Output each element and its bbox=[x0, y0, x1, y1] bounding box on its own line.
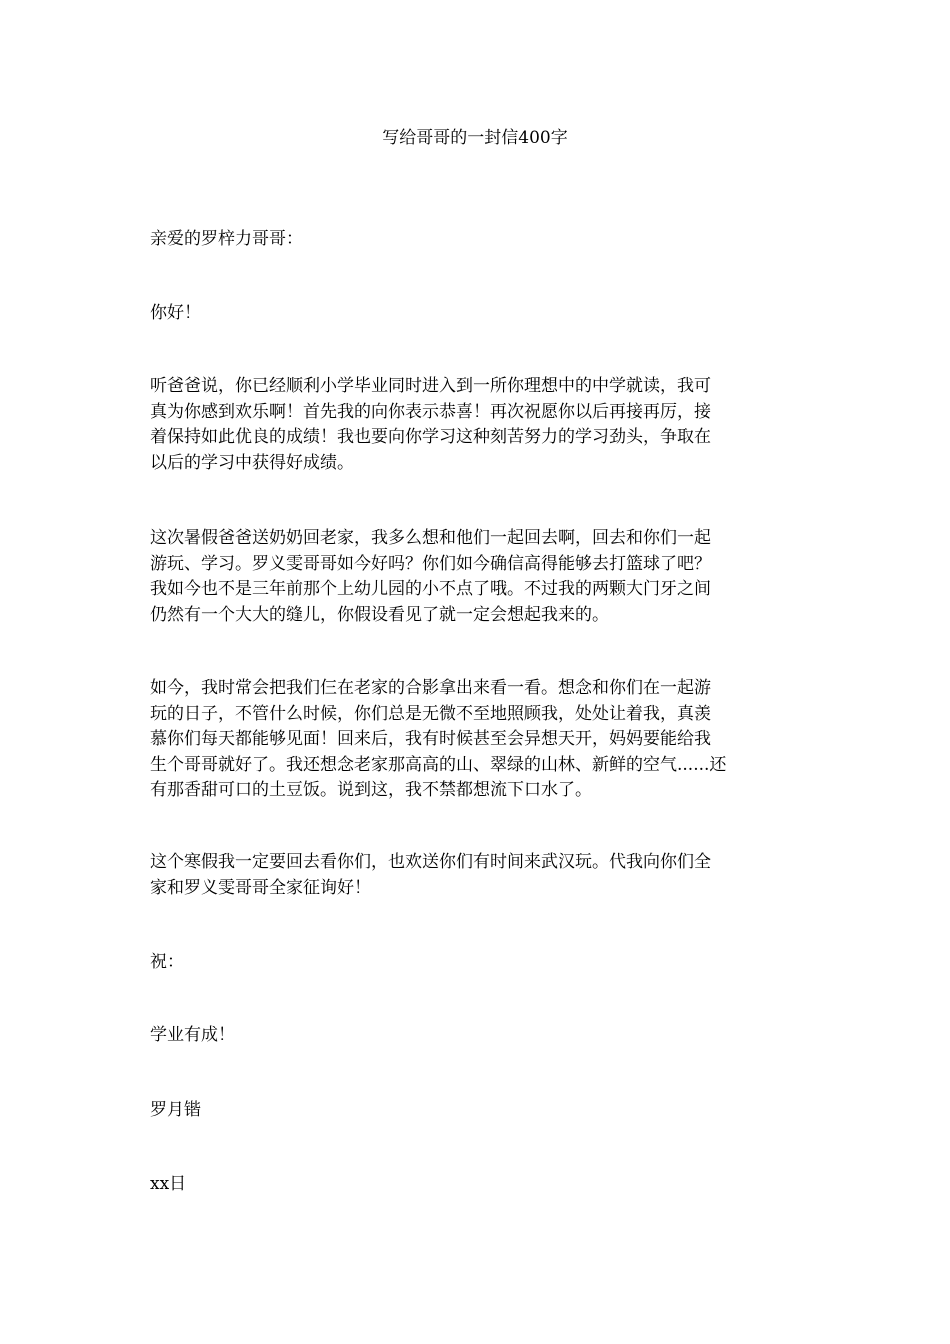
paragraph-line: 仍然有一个大大的缝儿，你假设看见了就一定会想起我来的。 bbox=[150, 604, 609, 625]
paragraph-line: 游玩、学习。罗义雯哥哥如今好吗？你们如今确信高得能够去打篮球了吧？ bbox=[150, 553, 711, 574]
paragraph-line: 着保持如此优良的成绩！我也要向你学习这种刻苦努力的学习劲头，争取在 bbox=[150, 427, 711, 447]
paragraph-line: 以后的学习中获得好成绩。 bbox=[150, 452, 354, 473]
paragraph-line: 慕你们每天都能够见面！回来后，我有时候甚至会异想天开，妈妈要能给我 bbox=[150, 729, 711, 749]
paragraph-line: 如今，我时常会把我们仨在老家的合影拿出来看一看。想念和你们在一起游 bbox=[150, 678, 711, 698]
paragraph-line: 这次暑假爸爸送奶奶回老家，我多么想和他们一起回去啊，回去和你们一起 bbox=[150, 528, 711, 548]
closing-wish-body: 学业有成！ bbox=[150, 1025, 235, 1045]
paragraph-line: 生个哥哥就好了。我还想念老家那高高的山、翠绿的山林、新鲜的空气......还 bbox=[150, 754, 727, 775]
paragraph-2 bbox=[150, 526, 795, 628]
paragraph-line: 这个寒假我一定要回去看你们，也欢送你们有时间来武汉玩。代我向你们全 bbox=[150, 852, 711, 872]
paragraph-line: 有那香甜可口的土豆饭。说到这，我不禁都想流下口水了。 bbox=[150, 780, 592, 800]
paragraph-line: 真为你感到欢乐啊！首先我的向你表示恭喜！再次祝愿你以后再接再厉，接 bbox=[150, 401, 711, 422]
closing-wish-head: 祝： bbox=[150, 952, 184, 972]
signature: 罗月锴 bbox=[150, 1100, 201, 1120]
paragraph-4 bbox=[150, 850, 795, 901]
document-title: 写给哥哥的一封信400字 bbox=[382, 128, 568, 148]
salutation: 亲爱的罗梓力哥哥： bbox=[150, 229, 303, 249]
paragraph-1 bbox=[150, 374, 795, 476]
greeting: 你好！ bbox=[150, 303, 201, 323]
paragraph-3 bbox=[150, 676, 795, 804]
paragraph-line: 听爸爸说，你已经顺利小学毕业同时进入到一所你理想中的中学就读，我可 bbox=[150, 376, 711, 396]
paragraph-line: 我如今也不是三年前那个上幼儿园的小不点了哦。不过我的两颗大门牙之间 bbox=[150, 579, 711, 599]
date: xx日 bbox=[150, 1174, 187, 1194]
paragraph-line: 玩的日子，不管什么时候，你们总是无微不至地照顾我，处处让着我，真羡 bbox=[150, 703, 711, 724]
paragraph-line: 家和罗义雯哥哥全家征询好！ bbox=[150, 877, 371, 898]
